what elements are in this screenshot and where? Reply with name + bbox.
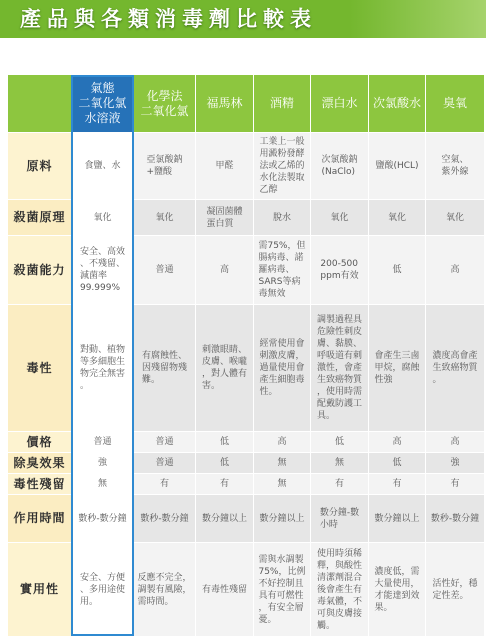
- cell-toxic-residue-bleach: 有: [311, 474, 368, 494]
- row-label-raw-material: 原料: [8, 133, 71, 199]
- cell-sterilization-principle-hypochlorous-acid-water: 氧化: [369, 200, 425, 235]
- column-header-gaseous-chlorine-dioxide-solution: 氣態 二氧化氯 水溶液: [72, 75, 133, 132]
- row-label-action-time: 作用時間: [8, 495, 71, 542]
- column-header-ozone: 臭氧: [426, 75, 484, 132]
- cell-price-alcohol: 高: [254, 432, 310, 452]
- cell-sterilization-capacity-chemical-chlorine-dioxide: 普通: [134, 236, 195, 304]
- cell-raw-material-gaseous-chlorine-dioxide-solution: 食鹽、水: [72, 133, 133, 199]
- cell-action-time-bleach: 數分鐘-數 小時: [311, 495, 368, 542]
- row-label-toxic-residue: 毒性殘留: [8, 474, 71, 494]
- page-title: 產品與各類消毒劑比較表: [20, 7, 317, 31]
- cell-toxicity-hypochlorous-acid-water: 會產生三鹵 甲烷，腐蝕 性強: [369, 305, 425, 431]
- cell-deodorizing-effect-formalin: 低: [196, 453, 253, 473]
- cell-toxic-residue-ozone: 有: [426, 474, 484, 494]
- cell-deodorizing-effect-gaseous-chlorine-dioxide-solution: 強: [72, 453, 133, 473]
- cell-toxic-residue-hypochlorous-acid-water: 有: [369, 474, 425, 494]
- cell-sterilization-capacity-gaseous-chlorine-dioxide-solution: 安全、高效 、不殘留、 減菌率 99.999%: [72, 236, 133, 304]
- cell-action-time-alcohol: 數分鐘以上: [254, 495, 310, 542]
- cell-action-time-formalin: 數分鐘以上: [196, 495, 253, 542]
- cell-raw-material-chemical-chlorine-dioxide: 亞氯酸鈉 +鹽酸: [134, 133, 195, 199]
- cell-toxicity-ozone: 濃度高會產 生致癌物質 。: [426, 305, 484, 431]
- row-label-deodorizing-effect: 除臭效果: [8, 453, 71, 473]
- column-header-formalin: 福馬林: [196, 75, 253, 132]
- cell-price-gaseous-chlorine-dioxide-solution: 普通: [72, 432, 133, 452]
- cell-sterilization-capacity-ozone: 高: [426, 236, 484, 304]
- cell-price-bleach: 低: [311, 432, 368, 452]
- cell-practicality-bleach: 使用時須稀 釋，與酸性 清潔劑混合 後會產生有 毒氣體，不 可與皮膚接 觸。: [311, 543, 368, 636]
- cell-deodorizing-effect-chemical-chlorine-dioxide: 普通: [134, 453, 195, 473]
- cell-deodorizing-effect-hypochlorous-acid-water: 低: [369, 453, 425, 473]
- cell-practicality-hypochlorous-acid-water: 濃度低，需 大量使用， 才能達到效 果。: [369, 543, 425, 636]
- cell-sterilization-principle-ozone: 氧化: [426, 200, 484, 235]
- column-header-hypochlorous-acid-water: 次氯酸水: [369, 75, 425, 132]
- cell-sterilization-principle-chemical-chlorine-dioxide: 氧化: [134, 200, 195, 235]
- row-label-sterilization-capacity: 殺菌能力: [8, 236, 71, 304]
- cell-price-formalin: 低: [196, 432, 253, 452]
- cell-sterilization-principle-formalin: 凝固菌體 蛋白質: [196, 200, 253, 235]
- header-corner: [8, 75, 71, 132]
- title-banner: [0, 0, 486, 38]
- column-header-chemical-chlorine-dioxide: 化學法 二氧化氯: [134, 75, 195, 132]
- cell-toxicity-formalin: 刺激眼睛、 皮膚、喉嚨 ，對人體有 害。: [196, 305, 253, 431]
- cell-action-time-ozone: 數秒-數分鐘: [426, 495, 484, 542]
- cell-raw-material-bleach: 次氯酸鈉 (NaClo): [311, 133, 368, 199]
- cell-toxic-residue-alcohol: 無: [254, 474, 310, 494]
- comparison-table: [8, 75, 484, 636]
- cell-deodorizing-effect-ozone: 強: [426, 453, 484, 473]
- row-label-price: 價格: [8, 432, 71, 452]
- cell-practicality-formalin: 有毒性殘留: [196, 543, 253, 636]
- cell-sterilization-principle-bleach: 氧化: [311, 200, 368, 235]
- row-label-toxicity: 毒性: [8, 305, 71, 431]
- cell-raw-material-formalin: 甲醛: [196, 133, 253, 199]
- cell-sterilization-capacity-bleach: 200-500 ppm有效: [311, 236, 368, 304]
- cell-toxicity-alcohol: 經常使用會 刺激皮膚， 過量使用會 產生細胞毒 性。: [254, 305, 310, 431]
- row-label-sterilization-principle: 殺菌原理: [8, 200, 71, 235]
- cell-raw-material-ozone: 空氣、 紫外線: [426, 133, 484, 199]
- cell-toxicity-chemical-chlorine-dioxide: 有腐蝕性、 因殘留物殘 難。: [134, 305, 195, 431]
- cell-practicality-alcohol: 需與水調製 75%，比例 不好控制且 具有可燃性 ，有安全層 憂。: [254, 543, 310, 636]
- cell-toxic-residue-chemical-chlorine-dioxide: 有: [134, 474, 195, 494]
- cell-price-chemical-chlorine-dioxide: 普通: [134, 432, 195, 452]
- cell-action-time-hypochlorous-acid-water: 數分鐘以上: [369, 495, 425, 542]
- cell-toxic-residue-gaseous-chlorine-dioxide-solution: 無: [72, 474, 133, 494]
- cell-toxicity-gaseous-chlorine-dioxide-solution: 對動、植物 等多細胞生 物完全無害 。: [72, 305, 133, 431]
- cell-sterilization-capacity-alcohol: 需75%，但 腸病毒、諾 羅病毒、 SARS等病 毒無效: [254, 236, 310, 304]
- cell-deodorizing-effect-bleach: 無: [311, 453, 368, 473]
- cell-practicality-ozone: 活性好，穩 定性差。: [426, 543, 484, 636]
- cell-raw-material-hypochlorous-acid-water: 鹽酸(HCL): [369, 133, 425, 199]
- column-header-alcohol: 酒精: [254, 75, 310, 132]
- cell-sterilization-principle-gaseous-chlorine-dioxide-solution: 氧化: [72, 200, 133, 235]
- cell-action-time-gaseous-chlorine-dioxide-solution: 數秒-數分鐘: [72, 495, 133, 542]
- cell-practicality-gaseous-chlorine-dioxide-solution: 安全、方便 、多用途使 用。: [72, 543, 133, 636]
- cell-toxic-residue-formalin: 有: [196, 474, 253, 494]
- cell-sterilization-principle-alcohol: 脫水: [254, 200, 310, 235]
- cell-price-hypochlorous-acid-water: 高: [369, 432, 425, 452]
- column-header-bleach: 漂白水: [311, 75, 368, 132]
- cell-practicality-chemical-chlorine-dioxide: 反應不完全， 調製有風險， 需時間。: [134, 543, 195, 636]
- cell-action-time-chemical-chlorine-dioxide: 數秒-數分鐘: [134, 495, 195, 542]
- cell-raw-material-alcohol: 工業上一般 用澱粉發酵 法或乙烯的 水化法製取 乙醇: [254, 133, 310, 199]
- cell-deodorizing-effect-alcohol: 無: [254, 453, 310, 473]
- cell-sterilization-capacity-hypochlorous-acid-water: 低: [369, 236, 425, 304]
- row-label-practicality: 實用性: [8, 543, 71, 636]
- cell-price-ozone: 高: [426, 432, 484, 452]
- cell-sterilization-capacity-formalin: 高: [196, 236, 253, 304]
- cell-toxicity-bleach: 調製過程具 危險性刺皮 膚、黏膜、 呼吸道有刺 激性，會產 生致癌物質 ，使用時需 配戴防護工 具。: [311, 305, 368, 431]
